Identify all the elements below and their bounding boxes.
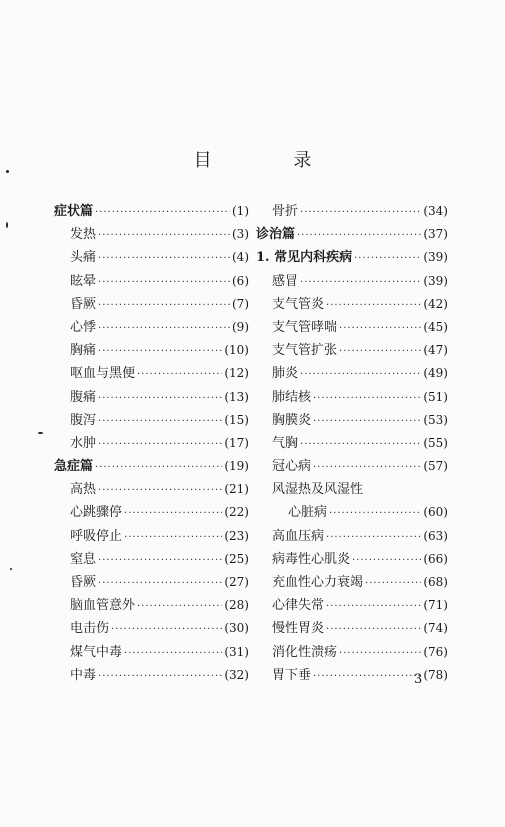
- toc-entry-label: 诊治篇: [256, 227, 296, 243]
- toc-entry-page: (23): [224, 528, 249, 543]
- dot-leader: [111, 624, 222, 635]
- toc-entry-label: 呼吸停止: [70, 528, 123, 544]
- toc-entry[interactable]: [256, 525, 448, 548]
- toc-entry-page: (49): [423, 366, 448, 381]
- toc-entry[interactable]: [256, 548, 448, 571]
- toc-entry-label: 冠心病: [272, 459, 312, 475]
- dot-leader: [98, 555, 222, 566]
- dot-leader: [329, 508, 421, 519]
- toc-entry[interactable]: [54, 362, 249, 385]
- toc-entry-label: 心悸: [70, 319, 97, 335]
- toc-entry[interactable]: [256, 246, 448, 269]
- toc-entry[interactable]: [54, 432, 249, 455]
- scan-speck: [38, 432, 43, 434]
- toc-entry-page: (6): [232, 273, 249, 288]
- toc-entry-page: (4): [232, 250, 249, 265]
- toc-entry[interactable]: [54, 664, 249, 687]
- toc-entry-label: 胃下垂: [272, 667, 312, 683]
- dot-leader: [124, 532, 222, 543]
- toc-entry-label: 充血性心力衰竭: [272, 575, 364, 590]
- dot-leader: [313, 393, 421, 404]
- toc-entry-page: (7): [232, 296, 249, 311]
- toc-entry-page: (15): [224, 412, 249, 427]
- toc-entry[interactable]: [54, 386, 249, 409]
- dot-leader: [98, 485, 222, 496]
- toc-entry-page: (27): [224, 575, 249, 589]
- toc-entry-label: 腹泻: [70, 412, 97, 428]
- toc-entry-page: (55): [423, 435, 448, 450]
- toc-entry-label: 高血压病: [272, 528, 325, 544]
- toc-entry-page: (57): [423, 459, 448, 474]
- dot-leader: [98, 277, 230, 288]
- toc-entry[interactable]: [54, 223, 249, 246]
- dot-leader: [326, 624, 421, 635]
- toc-entry[interactable]: [256, 200, 448, 223]
- toc-entry-page: (42): [423, 296, 448, 311]
- toc-entry[interactable]: [256, 293, 448, 316]
- toc-entry-label: 支气管扩张: [272, 343, 338, 359]
- toc-entry-label: 呕血与黑便: [70, 366, 136, 382]
- dot-leader: [352, 555, 421, 566]
- toc-entry-label: 眩晕: [70, 273, 97, 289]
- page-number: 3: [414, 672, 423, 687]
- toc-entry[interactable]: [256, 571, 448, 594]
- toc-entry-page: (25): [224, 551, 249, 566]
- toc-entry-page: (53): [423, 412, 448, 427]
- toc-entry[interactable]: [54, 478, 249, 501]
- toc-entry[interactable]: [54, 339, 249, 362]
- dot-leader: [98, 439, 222, 450]
- toc-entry-label: 1. 常见内科疾病: [256, 250, 353, 266]
- toc-entry-page: (32): [224, 667, 249, 682]
- toc-entry-page: (13): [224, 389, 249, 404]
- toc-entry-page: (31): [224, 644, 249, 659]
- toc-entry[interactable]: [54, 270, 249, 293]
- dot-leader: [339, 346, 421, 357]
- toc-entry[interactable]: [54, 200, 249, 223]
- toc-entry-label: 肺结核: [272, 389, 312, 405]
- toc-entry-page: (10): [224, 343, 249, 358]
- dot-leader: [98, 578, 222, 589]
- toc-entry-label: 胸膜炎: [272, 412, 312, 428]
- toc-entry-label: 病毒性心肌炎: [272, 551, 351, 567]
- toc-entry-label: 症状篇: [54, 204, 94, 219]
- toc-entry-label: 头痛: [70, 250, 97, 266]
- toc-entry-label: 窒息: [70, 551, 97, 567]
- toc-entry-label: 脑血管意外: [70, 598, 136, 614]
- dot-leader: [98, 416, 222, 427]
- dot-leader: [339, 323, 421, 334]
- toc-entry[interactable]: [256, 501, 448, 524]
- toc-entry-label: 肺炎: [272, 366, 299, 382]
- toc-entry-label: 昏厥: [70, 296, 97, 312]
- toc-entry-label: 中毒: [70, 667, 97, 683]
- toc-entry[interactable]: [54, 571, 249, 594]
- toc-entry-label: 风湿热及风湿性: [272, 482, 364, 498]
- toc-entry-label: 煤气中毒: [70, 644, 123, 660]
- toc-entry-page: (12): [224, 366, 249, 381]
- toc-entry-label: 心律失常: [272, 598, 325, 614]
- dot-leader: [365, 578, 421, 589]
- toc-entry-page: (39): [423, 250, 448, 265]
- toc-entry-page: (19): [224, 459, 249, 474]
- dot-leader: [95, 207, 230, 218]
- dot-leader: [137, 369, 222, 380]
- toc-entry[interactable]: [54, 594, 249, 617]
- toc-entry-label: 支气管哮喘: [272, 319, 338, 335]
- toc-entry-label: 消化性溃疡: [272, 644, 338, 660]
- dot-leader: [313, 416, 421, 427]
- toc-entry-page: (39): [423, 273, 448, 288]
- dot-leader: [326, 300, 421, 311]
- toc-entry-label: 高热: [70, 482, 97, 498]
- dot-leader: [300, 277, 421, 288]
- toc-entry[interactable]: [54, 409, 249, 432]
- toc-entry[interactable]: [256, 617, 448, 640]
- toc-entry-page: (66): [423, 551, 448, 566]
- toc-entry-label: 气胸: [272, 435, 299, 451]
- toc-entry[interactable]: [54, 293, 249, 316]
- toc-entry-label: 急症篇: [54, 459, 94, 475]
- toc-entry-page: (71): [423, 598, 448, 613]
- dot-leader: [98, 323, 230, 334]
- dot-leader: [98, 393, 222, 404]
- toc-entry[interactable]: [256, 432, 448, 455]
- toc-entry-page: (45): [423, 319, 448, 334]
- toc-entry[interactable]: [54, 641, 249, 664]
- toc-entry-page: (78): [423, 667, 448, 682]
- toc-entry[interactable]: [256, 409, 448, 432]
- toc-entry-label: 胸痛: [70, 343, 97, 359]
- dot-leader: [98, 300, 230, 311]
- toc-entry[interactable]: [54, 501, 249, 524]
- toc-entry-label: 电击伤: [70, 621, 110, 637]
- toc-entry-label: 感冒: [272, 273, 299, 289]
- toc-entry-page: (3): [232, 227, 249, 242]
- dot-leader: [124, 508, 222, 519]
- toc-entry[interactable]: [256, 339, 448, 362]
- toc-entry[interactable]: [256, 594, 448, 617]
- toc-entry-page: (60): [423, 505, 448, 520]
- toc-entry-page: (22): [224, 505, 249, 520]
- toc-entry-label: 骨折: [272, 204, 299, 219]
- toc-entry-label: 腹痛: [70, 389, 97, 405]
- dot-leader: [326, 601, 421, 612]
- dot-leader: [137, 601, 222, 612]
- toc-entry-page: (1): [232, 204, 249, 218]
- toc-entry-label: 昏厥: [70, 575, 97, 590]
- dot-leader: [313, 462, 421, 473]
- dot-leader: [354, 253, 421, 264]
- dot-leader: [339, 648, 421, 659]
- scan-speck: [10, 568, 12, 570]
- dot-leader: [300, 207, 421, 218]
- dot-leader: [300, 439, 421, 450]
- toc-entry-label: 心跳骤停: [70, 505, 123, 521]
- dot-leader: [297, 230, 421, 241]
- toc-entry[interactable]: [54, 617, 249, 640]
- toc-entry-page: (76): [423, 644, 448, 659]
- toc-entry[interactable]: [256, 455, 448, 478]
- toc-title: 目 录: [193, 150, 350, 171]
- toc-entry-label: 慢性胃炎: [272, 621, 325, 637]
- toc-entry-label: 发热: [70, 227, 97, 243]
- dot-leader: [98, 253, 230, 264]
- toc-entry[interactable]: [256, 223, 448, 246]
- dot-leader: [98, 346, 222, 357]
- dot-leader: [300, 369, 421, 380]
- toc-entry[interactable]: [54, 316, 249, 339]
- toc-entry-page: (68): [423, 575, 448, 589]
- scan-speck: [6, 170, 9, 173]
- toc-entry[interactable]: [256, 386, 448, 409]
- toc-entry-label: 心脏病: [288, 505, 328, 521]
- toc-entry-page: (74): [423, 621, 448, 636]
- scan-speck: [6, 222, 8, 228]
- toc-entry-page: (51): [423, 389, 448, 404]
- toc-entry[interactable]: [256, 270, 448, 293]
- toc-entry-page: (47): [423, 343, 448, 358]
- toc-entry-page: (63): [423, 528, 448, 543]
- toc-entry[interactable]: [256, 478, 448, 501]
- toc-entry-label: 支气管炎: [272, 296, 325, 312]
- toc-entry-label: 水肿: [70, 435, 97, 451]
- toc-entry-page: (9): [232, 319, 249, 334]
- toc-entry-page: (28): [224, 598, 249, 613]
- toc-entry-page: (37): [423, 227, 448, 242]
- toc-right-column: [256, 200, 448, 687]
- dot-leader: [326, 532, 421, 543]
- toc-entry[interactable]: [54, 455, 249, 478]
- dot-leader: [98, 230, 230, 241]
- toc-entry-page: (30): [224, 621, 249, 636]
- toc-entry[interactable]: [54, 525, 249, 548]
- toc-entry-page: (21): [224, 482, 249, 497]
- dot-leader: [313, 671, 421, 682]
- toc-entry[interactable]: [256, 641, 448, 664]
- dot-leader: [124, 648, 222, 659]
- toc-entry[interactable]: [256, 362, 448, 385]
- toc-entry[interactable]: [54, 246, 249, 269]
- toc-entry-page: (17): [224, 435, 249, 450]
- dot-leader: [95, 462, 222, 473]
- toc-entry[interactable]: [54, 548, 249, 571]
- toc-entry-page: (34): [423, 204, 448, 218]
- toc-left-column: [54, 200, 249, 687]
- toc-entry[interactable]: [256, 316, 448, 339]
- dot-leader: [98, 671, 222, 682]
